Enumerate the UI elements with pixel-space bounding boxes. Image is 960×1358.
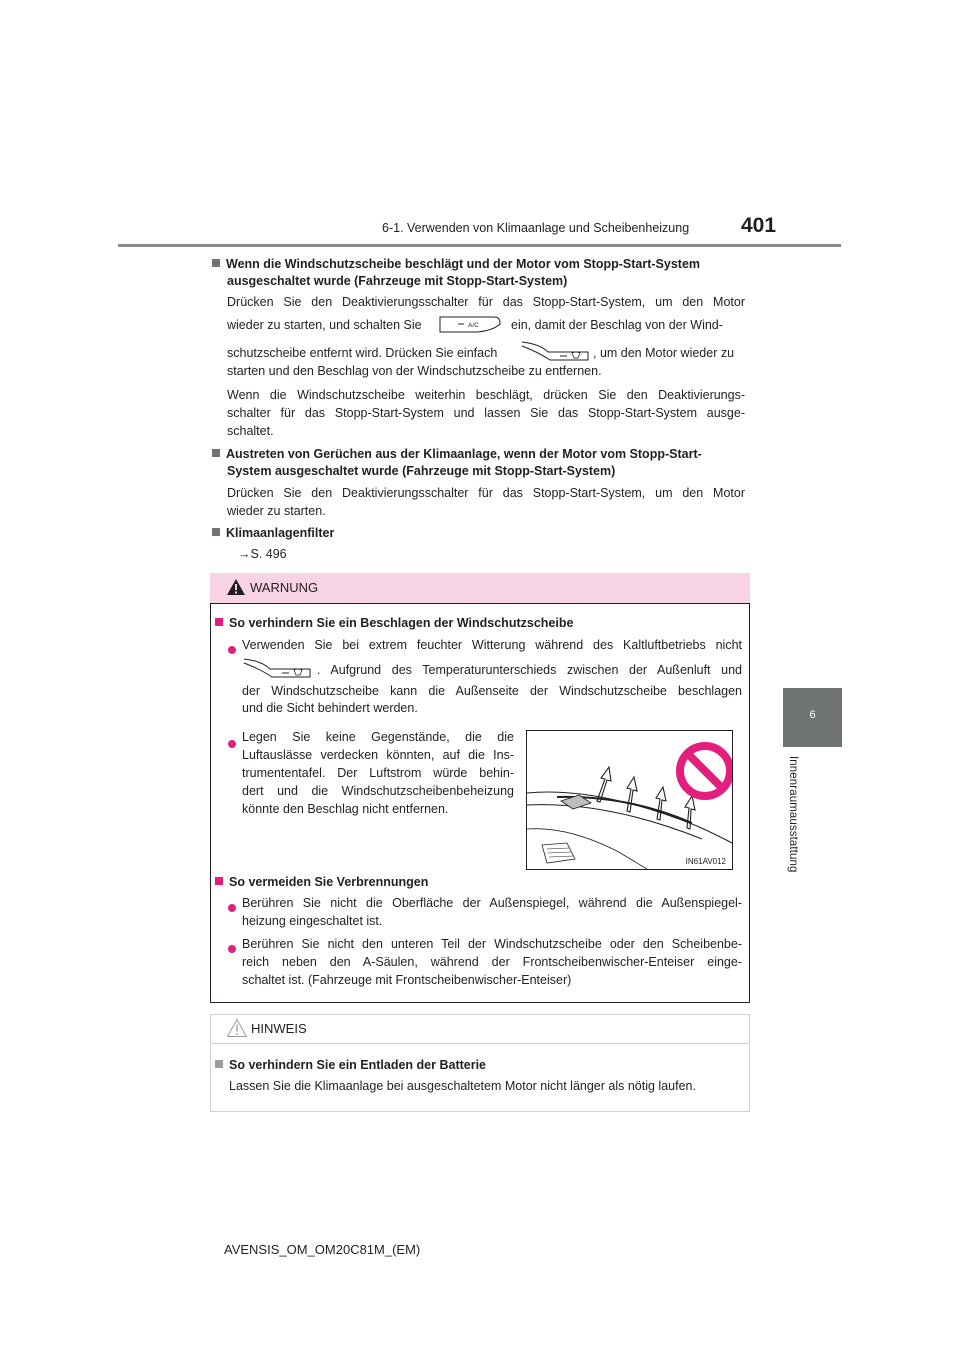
note-title: HINWEIS xyxy=(251,1021,307,1036)
chapter-label: Innenraumausstattung xyxy=(787,756,799,873)
document-code: AVENSIS_OM_OM20C81M_(EM) xyxy=(224,1242,421,1257)
windshield-defroster-button-icon xyxy=(242,657,312,679)
header-rule xyxy=(118,244,841,247)
square-bullet-icon xyxy=(212,528,220,536)
warn-b2-line4: dert und die Windschutzscheibenbeheizung xyxy=(242,784,514,798)
a-c-button-icon xyxy=(438,314,502,334)
s1-p1-line4: starten und den Beschlag von der Windschutzscheibe zu entfernen. xyxy=(227,364,602,378)
s1-p2-line1: Wenn die Windschutzscheibe weiterhin beschlägt, drücken Sie den Deaktivierungs- xyxy=(227,388,745,402)
chapter-tab[interactable] xyxy=(783,688,842,747)
dashboard-drawing xyxy=(527,731,732,869)
note-p1: Lassen Sie die Klimaanlage bei ausgeschaltetem Motor nicht länger als nötig laufen. xyxy=(229,1079,696,1093)
note-heading-1: So verhindern Sie ein Entladen der Batterie xyxy=(215,1057,486,1074)
warning-title: WARNUNG xyxy=(250,580,319,595)
section-heading-1-cont: ausgeschaltet wurde (Fahrzeuge mit Stopp-Start-System) xyxy=(227,274,568,288)
bullet-dot-icon xyxy=(228,641,236,659)
page-reference[interactable]: →S. 496 xyxy=(238,547,287,561)
section-heading-2-cont: System ausgeschaltet wurde (Fahrzeuge mit Stopp-Start-System) xyxy=(227,464,616,478)
note-triangle-icon xyxy=(226,1018,248,1038)
warn-b1-line1: Verwenden Sie bei extrem feuchter Witterung während des Kaltluftbetriebs nicht xyxy=(242,638,742,652)
s2-p1-line2: wieder zu starten. xyxy=(227,504,326,518)
svg-text:A/C: A/C xyxy=(468,322,479,329)
square-bullet-icon xyxy=(215,618,223,626)
s2-p1-line1: Drücken Sie den Deaktivierungsschalter für das Stopp-Start-System, um den Motor xyxy=(227,486,745,500)
prohibition-icon xyxy=(680,746,730,796)
square-bullet-icon xyxy=(215,877,223,885)
square-bullet-icon xyxy=(212,259,220,267)
page-number: 401 xyxy=(741,214,777,237)
warn-b2-line3: trumententafel. Der Luftstrom würde behin- xyxy=(242,766,514,780)
s1-p2-line2: schalter für das Stopp-Start-System und lassen Sie das Stopp-Start-System ausge- xyxy=(227,406,745,420)
bullet-dot-icon xyxy=(228,735,236,753)
square-bullet-icon xyxy=(215,1060,223,1068)
warn-b4-line2: reich neben den A-Säulen, während der Frontscheibenwischer-Enteiser einge- xyxy=(242,955,742,969)
s1-p2-line3: schaltet. xyxy=(227,424,274,438)
warning-heading-2: So vermeiden Sie Verbrennungen xyxy=(215,874,428,891)
chapter-number: 6 xyxy=(809,709,816,721)
warning-triangle-icon xyxy=(226,578,246,596)
warn-b2-line1: Legen Sie keine Gegenstände, die die xyxy=(242,730,514,744)
warn-b2-line5: könnte den Beschlag nicht entfernen. xyxy=(242,802,449,816)
s1-p1-line3a: schutzscheibe entfernt wird. Drücken Sie einfach xyxy=(227,346,498,360)
square-bullet-icon xyxy=(212,449,220,457)
running-header-section: 6-1. Verwenden von Klimaanlage und Scheibenheizung xyxy=(382,221,690,235)
section-heading-1: Wenn die Windschutzscheibe beschlägt und der Motor vom Stopp-Start-System xyxy=(212,256,752,273)
warning-heading-1: So verhindern Sie ein Beschlagen der Windschutzscheibe xyxy=(215,615,573,632)
bullet-dot-icon xyxy=(228,899,236,917)
warn-b3-line1: Berühren Sie nicht die Oberfläche der Außenspiegel, während die Außenspiegel- xyxy=(242,896,742,910)
warn-b1-line3: der Windschutzscheibe kann die Außenseite der Windschutzscheibe beschlagen xyxy=(242,684,742,698)
s1-p1-line2b: ein, damit der Beschlag von der Wind- xyxy=(511,318,723,332)
dashboard-illustration xyxy=(526,730,733,870)
warn-b2-line2: Luftauslässe verdecken könnten, auf die Ins- xyxy=(242,748,514,762)
figure-code: IN61AV012 xyxy=(685,857,726,866)
warn-b4-line3: schaltet ist. (Fahrzeuge mit Frontscheibenwischer-Enteiser) xyxy=(242,973,572,987)
windshield-defroster-button-icon xyxy=(520,340,590,362)
warn-b4-line1: Berühren Sie nicht den unteren Teil der Windschutzscheibe oder den Scheibenbe- xyxy=(242,937,742,951)
warn-b1-line4: und die Sicht behindert werden. xyxy=(242,701,418,715)
section-heading-2: Austreten von Gerüchen aus der Klimaanlage, wenn der Motor vom Stopp-Start- xyxy=(212,446,702,463)
s1-p1-line2a: wieder zu starten, und schalten Sie xyxy=(227,318,422,332)
section-heading-3: Klimaanlagenfilter xyxy=(212,525,334,542)
warn-b1-line2: . Aufgrund des Temperaturunterschieds zwischen der Außenluft und xyxy=(317,663,742,677)
chapter-label-wrap xyxy=(783,756,807,946)
s1-p1-line3b: , um den Motor wieder zu xyxy=(593,346,735,360)
warn-b3-line2: heizung eingeschaltet ist. xyxy=(242,914,383,928)
s1-p1-line1: Drücken Sie den Deaktivierungsschalter für das Stopp-Start-System, um den Motor xyxy=(227,295,745,309)
bullet-dot-icon xyxy=(228,940,236,958)
note-separator xyxy=(211,1043,749,1044)
